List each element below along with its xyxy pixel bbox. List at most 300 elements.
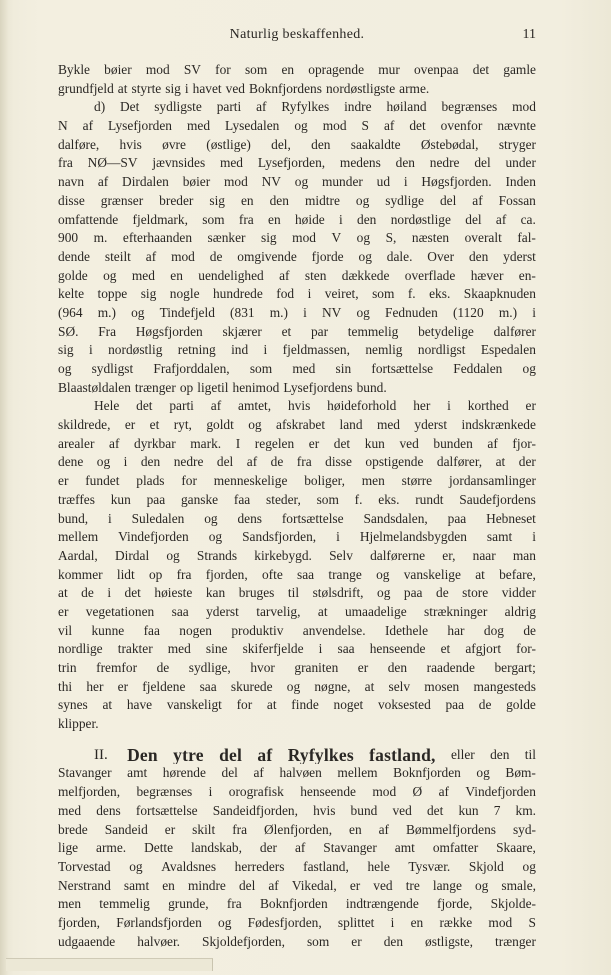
word: henseende <box>300 784 356 800</box>
word: paa <box>445 697 465 713</box>
word: at <box>117 80 128 96</box>
section-heading-word: fastland, <box>369 745 436 765</box>
word: høiland <box>386 99 427 115</box>
word: Dirdalen <box>122 174 169 190</box>
word: Boknfjorden <box>260 896 328 912</box>
text-line <box>58 248 536 267</box>
word: sydlige, <box>188 660 231 675</box>
word: og <box>476 765 490 781</box>
word: anvendelse. <box>302 622 366 638</box>
word: en <box>349 821 362 837</box>
word: mod <box>488 914 513 930</box>
word: for- <box>516 641 536 657</box>
section-heading-word: ytre <box>173 745 204 765</box>
word: selv <box>388 678 411 694</box>
word: Sandsfjorden, <box>242 529 317 545</box>
word: sydligste <box>154 99 202 115</box>
word: en <box>240 192 254 208</box>
word: store <box>462 585 489 601</box>
word: naar <box>472 547 496 563</box>
word: nøgne, <box>314 678 351 694</box>
word: brede <box>58 821 88 837</box>
text-line <box>58 341 536 360</box>
word: sydligst <box>91 361 134 376</box>
word: fjorden, <box>205 566 248 582</box>
word: og <box>286 678 301 694</box>
word: fjorde, <box>437 896 473 912</box>
word: og <box>522 361 536 376</box>
word: det <box>136 398 153 414</box>
section-numeral: II. <box>94 746 108 763</box>
word: at <box>475 566 485 582</box>
word: SØ. <box>58 323 79 339</box>
text-line <box>58 783 536 802</box>
word: bruges <box>238 585 275 601</box>
word: Sandeidfjorden, <box>212 802 298 818</box>
word: de <box>209 248 223 264</box>
word: sten <box>304 267 327 283</box>
word: er <box>117 678 129 694</box>
word: skildrede, <box>58 417 111 433</box>
word: med <box>167 641 191 657</box>
word: (831 <box>230 304 255 320</box>
word: den <box>140 454 161 470</box>
text-line <box>58 154 536 173</box>
word: Boknfjorden <box>393 765 461 781</box>
word: overflade <box>404 267 456 283</box>
word: medens <box>339 155 381 171</box>
word: høide <box>294 211 325 227</box>
word: med <box>376 417 400 433</box>
word: Lysefjorden <box>108 118 173 134</box>
word: mod <box>171 248 195 264</box>
word: fortsættelse <box>135 802 198 818</box>
word: nævnte <box>497 118 536 134</box>
word: den <box>490 746 510 762</box>
word: dalfører, <box>436 454 483 470</box>
text-line <box>58 379 536 398</box>
word: Saudefjordens <box>459 491 536 507</box>
word: bergart; <box>494 660 536 675</box>
word: af <box>268 877 279 893</box>
word: mod <box>372 784 397 800</box>
word: sig <box>58 342 74 358</box>
word: mark. <box>190 435 222 451</box>
word: Skjoldefjorden, <box>202 933 285 949</box>
word: ind <box>231 342 249 358</box>
word: efterhaanden <box>122 230 193 246</box>
word: den <box>357 211 377 227</box>
word: dalfører <box>493 323 536 339</box>
word: dens <box>237 510 262 526</box>
word: raadende <box>426 660 475 675</box>
word: den <box>395 155 415 171</box>
word: mellem <box>58 529 99 545</box>
word: Førlandsfjorden <box>116 914 202 930</box>
word: i <box>532 304 536 320</box>
word: til <box>524 746 536 762</box>
word: Stavanger <box>323 840 377 856</box>
word: i <box>89 342 93 358</box>
word: Vindefjorden <box>118 529 189 545</box>
word: og <box>294 118 308 134</box>
word: at <box>58 585 68 601</box>
word: bund <box>350 802 378 818</box>
word: indskrænkede <box>461 417 536 433</box>
text-line <box>58 117 536 136</box>
word: kelte <box>58 286 85 302</box>
word: i <box>208 784 213 800</box>
word: nemlig <box>365 342 403 358</box>
word: Stavanger <box>58 765 112 781</box>
word: temmelig <box>347 323 399 339</box>
word: fundet <box>85 473 120 489</box>
section-heading-line <box>58 746 536 765</box>
word: kunne <box>91 622 125 638</box>
word: m.) <box>498 304 518 320</box>
word: aldrig <box>504 603 536 619</box>
word: fortsættelse <box>281 510 344 526</box>
word: i <box>403 174 408 190</box>
word: ved <box>225 80 246 96</box>
word: disse <box>325 454 352 470</box>
word: næsten <box>411 230 450 246</box>
word: og <box>204 510 218 526</box>
word: Dette <box>144 840 174 856</box>
word: par <box>310 323 329 339</box>
word: saa <box>297 566 315 582</box>
word: lige <box>58 840 79 856</box>
text-line <box>58 323 536 342</box>
word: Vindefjorden <box>465 784 536 800</box>
word: fra <box>238 211 254 227</box>
word: dog <box>483 622 504 638</box>
text-line <box>58 858 536 877</box>
word: betydelige <box>418 323 474 339</box>
word: ved <box>399 435 419 451</box>
word: Suledalen <box>131 510 185 526</box>
word: Fødesfjorden, <box>247 914 322 930</box>
word: af <box>438 784 449 800</box>
word: at <box>317 603 328 619</box>
word: sig <box>261 230 277 246</box>
text-line <box>58 61 536 80</box>
word: med <box>187 118 211 134</box>
word: mod <box>224 174 248 190</box>
word: produktiv <box>231 622 284 638</box>
word: af <box>294 840 306 856</box>
text-line <box>58 584 536 603</box>
word: Idethele <box>384 622 429 638</box>
word: km. <box>515 802 536 818</box>
word: skjærer <box>222 323 262 339</box>
word: fra <box>232 821 248 837</box>
word: dalføre, <box>58 136 100 152</box>
text-line <box>58 136 536 155</box>
word: nordøstlig <box>108 342 163 358</box>
word: som <box>316 491 339 507</box>
word: Høgsfjorden <box>135 323 203 339</box>
word: midtre <box>304 192 340 208</box>
word: dale. <box>386 248 413 264</box>
word: mur <box>378 62 400 77</box>
word: sin <box>335 361 352 376</box>
word: lange <box>432 877 462 893</box>
word: saa <box>337 641 355 657</box>
word: et <box>149 417 160 433</box>
word: Boknfjordens <box>249 80 322 96</box>
word: fod <box>276 286 295 302</box>
word: og <box>58 361 72 376</box>
word: vil <box>58 622 73 638</box>
word: øvre <box>162 136 186 152</box>
word: i <box>447 398 451 414</box>
word: mangesteds <box>473 678 536 694</box>
word: en- <box>518 267 536 283</box>
word: er <box>58 473 69 489</box>
word: omfatter <box>432 840 479 856</box>
word: fra <box>296 454 312 470</box>
word: her <box>413 398 431 414</box>
word: og <box>131 304 145 320</box>
word: syd- <box>512 821 536 837</box>
word: Over <box>427 248 455 264</box>
word: Skaapknuden <box>463 286 536 302</box>
word: Ryfylkes <box>281 99 330 115</box>
word: men <box>58 896 82 912</box>
word: dens <box>96 802 121 818</box>
word: I <box>235 435 241 451</box>
word: Lysefjordens <box>283 379 353 395</box>
word: her <box>86 678 104 694</box>
word: Sandsdalen, <box>363 510 428 526</box>
word: ligetil <box>197 379 229 395</box>
word: sig <box>209 192 225 208</box>
word: mindre <box>187 877 226 893</box>
word: i <box>107 585 112 601</box>
word: som <box>306 933 330 949</box>
word: m. <box>93 230 108 246</box>
word: bøier <box>104 62 132 77</box>
word: det <box>409 118 426 134</box>
word: Nerstrand <box>58 877 111 893</box>
word: sine <box>205 641 228 657</box>
body-text <box>58 61 536 951</box>
text-line <box>58 435 536 454</box>
word: af <box>97 174 109 190</box>
word: af <box>487 435 498 451</box>
word: et <box>281 323 292 339</box>
word: Det <box>120 99 140 115</box>
bottom-page-mark <box>6 958 213 971</box>
word: og <box>103 267 117 283</box>
word: paa <box>447 510 467 526</box>
word: og <box>166 547 180 563</box>
word: at <box>364 678 375 694</box>
word: bøier <box>182 174 211 190</box>
word: fjeldmark, <box>132 211 188 227</box>
word: arealer <box>58 435 95 451</box>
text-line <box>58 510 536 529</box>
word: en <box>170 267 183 283</box>
word: er <box>164 821 176 837</box>
word: sig <box>140 286 157 302</box>
word: af <box>253 765 264 781</box>
word: fortsættelse <box>371 361 434 376</box>
word: Aardal, <box>58 547 98 563</box>
page-number: 11 <box>522 27 536 42</box>
word: golde <box>506 697 536 713</box>
word: mod <box>292 230 316 246</box>
word: dene <box>58 454 84 470</box>
word: kan <box>205 585 226 601</box>
word: del <box>221 765 238 781</box>
word: de <box>478 697 492 713</box>
word: arme. <box>96 840 127 856</box>
word: fra <box>176 566 192 582</box>
text-line <box>58 267 536 286</box>
word: sig <box>165 80 181 96</box>
word: og <box>96 454 111 470</box>
text-line <box>58 173 536 192</box>
word: fra <box>226 896 242 912</box>
word: V <box>331 230 342 246</box>
word: af <box>279 267 290 283</box>
word: fjeldmassen, <box>282 342 350 358</box>
word: (østlige) <box>206 136 251 152</box>
word: træffes <box>58 491 95 507</box>
word: NV <box>321 304 342 320</box>
word: opstigende <box>365 454 424 470</box>
word: del <box>465 211 482 227</box>
word: med <box>292 361 316 376</box>
word: eks. <box>429 286 451 302</box>
word: gamle <box>503 62 536 77</box>
word: del <box>216 454 234 470</box>
word: samt <box>486 529 513 545</box>
word: i <box>307 286 312 302</box>
word: Fednuden <box>385 304 438 320</box>
word: del <box>439 192 457 208</box>
word: trange <box>328 566 362 582</box>
word: hæver <box>470 267 504 283</box>
word: Ø <box>412 784 423 800</box>
word: som <box>202 211 225 227</box>
word: den <box>269 192 289 208</box>
word: større <box>401 473 433 489</box>
word: den <box>383 933 404 949</box>
text-line <box>58 678 536 697</box>
word: kun <box>110 491 131 507</box>
word: ved <box>373 877 393 893</box>
word: jævnsides <box>152 155 206 171</box>
word: til <box>287 585 300 601</box>
word: saakaldte <box>350 136 401 152</box>
word: de <box>523 622 536 638</box>
word: det <box>472 62 490 77</box>
word: af <box>82 118 94 134</box>
word: er <box>525 398 536 414</box>
word: Inden <box>505 174 536 190</box>
word: at <box>102 697 113 713</box>
word: bunden <box>433 435 473 451</box>
word: disse <box>58 192 85 208</box>
word: omgivende <box>237 248 297 264</box>
word: hvis <box>119 136 142 152</box>
word: at <box>495 454 506 470</box>
word: befare, <box>499 566 536 582</box>
word: nordlige <box>58 641 103 657</box>
word: indtrængende <box>345 896 419 912</box>
word: række <box>439 914 473 930</box>
word: det <box>333 435 351 451</box>
word: og <box>358 248 372 264</box>
word: fremfor <box>96 660 138 675</box>
word: S <box>361 118 369 134</box>
word: af <box>246 454 258 470</box>
word: dækkede <box>341 267 390 283</box>
word: fjorden, <box>58 914 101 930</box>
word: hørende <box>162 765 206 781</box>
word: er <box>58 603 69 619</box>
word: Lysedalen <box>225 118 280 134</box>
word: nedre <box>173 454 204 470</box>
word: NØ—SV <box>87 155 138 171</box>
word: fjeldene <box>142 678 186 694</box>
word: veiret, <box>324 286 359 302</box>
word: m.) <box>269 304 288 320</box>
word: nogle <box>169 286 200 302</box>
word: de <box>436 585 449 601</box>
word: Hebneset <box>486 510 536 526</box>
word: kun <box>458 802 479 818</box>
text-line <box>58 98 536 117</box>
word: vanskelige <box>403 566 461 582</box>
word: grænser <box>100 192 144 208</box>
word: vegetationen <box>85 603 155 619</box>
word: og <box>522 858 536 874</box>
text-line <box>58 622 536 641</box>
section-heading-word: del <box>219 745 243 765</box>
word: styrte <box>131 80 162 96</box>
word: steder, <box>266 491 301 507</box>
word: et <box>440 641 451 657</box>
word: synes <box>58 697 88 713</box>
word: amtet, <box>238 398 272 414</box>
word: smale, <box>501 877 536 893</box>
word: dende <box>58 248 90 264</box>
word: parti <box>216 99 242 115</box>
word: har <box>447 622 465 638</box>
word: Dirdal <box>114 547 150 563</box>
word: ved <box>392 802 412 818</box>
word: Bykle <box>58 62 90 77</box>
word: i <box>318 641 323 657</box>
word: hvis <box>287 398 311 414</box>
word: klipper. <box>58 716 99 732</box>
word: retning <box>177 342 216 358</box>
word: det <box>124 585 141 601</box>
word: Fossan <box>498 192 536 208</box>
word: hvis <box>313 802 336 818</box>
word: del <box>474 155 491 171</box>
word: d) <box>94 99 106 115</box>
word: f. <box>407 286 416 302</box>
word: af <box>495 211 507 227</box>
word: kun <box>364 435 385 451</box>
word: nogen <box>179 622 212 638</box>
word: eks. <box>378 491 400 507</box>
